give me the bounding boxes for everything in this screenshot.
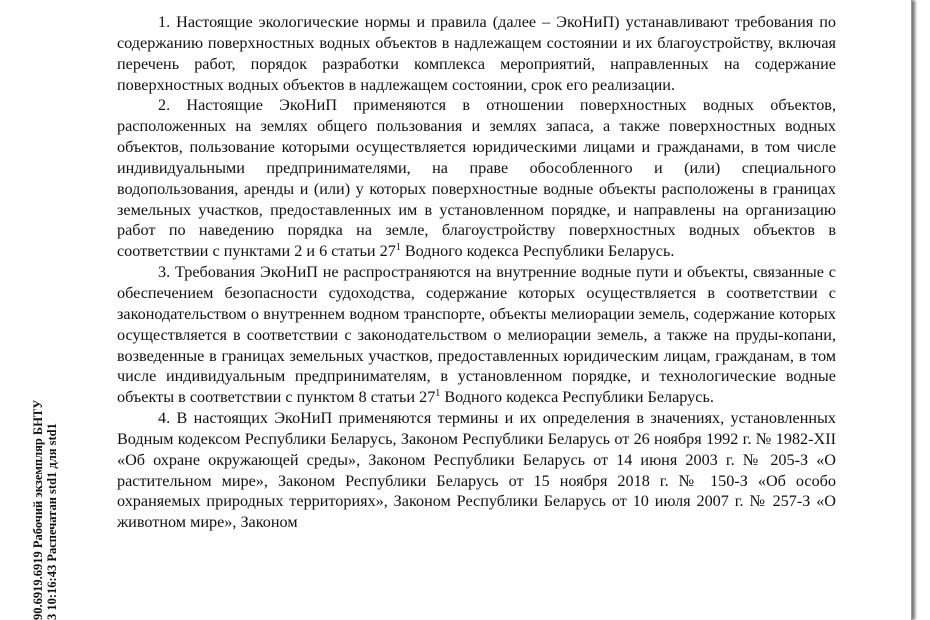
footnote-superscript: 1 [395, 242, 401, 254]
print-stamp-line-2: 3 10:16:43 Распечатан std1 для std1 [45, 423, 59, 620]
footnote-superscript: 1 [435, 388, 441, 400]
paragraph-1-text: 1. Настоящие экологические нормы и правила (далее – ЭкоНиП) устанавливают требования по содержанию поверхностных водных объектов в надлежащем состоянии и их благоустройству, включая перечень работ, порядок разработки комплекса мероприятий, направленных на содержание поверхностных водных объектов в надлежащем состоянии, срок его реализации. [117, 13, 836, 94]
paragraph-3-text: 3. Требования ЭкоНиП не распространяются на внутренние водные пути и объекты, связанные с обеспечением безопасности судоходства, содержание которых осуществляется в соответствии с законодательством о внутреннем водном транспорте, объекты мелиорации земель, содержание которых осуществляется в соответствии с законодательством о мелиорации земель, а также на пруды-копани, возведенные в границах земельных участков, предоставленных юридическим лицам, гражданам, в том числе индивидуальным предпринимателям, в установленном порядке, и технологические водные объекты в соответствии с пунктом 8 статьи 27 [117, 263, 836, 407]
paragraph-3 [117, 262, 836, 408]
document-body [117, 12, 836, 533]
print-stamp [31, 400, 59, 620]
paragraph-4 [117, 408, 836, 533]
paragraph-2-tail: Водного кодекса Республики Беларусь. [400, 242, 675, 261]
paragraph-4-text: 4. В настоящих ЭкоНиП применяются термины и их определения в значениях, установленных Водным кодексом Республики Беларусь, Законом Республики Беларусь от 26 ноября 1992 г. № 1982-XII «Об охране окружающей среды», Законом Республики Беларусь от 14 июня 2003 г. № 205-З «О растительном мире», Законом Республики Беларусь от 15 ноября 2018 г. № 150-З «Об особо охраняемых природных территориях», Законом Республики Беларусь от 10 июля 2007 г. № 257-З «О животном мире», Законом [117, 409, 836, 532]
paragraph-2 [117, 95, 836, 262]
paragraph-1 [117, 12, 836, 95]
paragraph-3-tail: Водного кодекса Республики Беларусь. [440, 388, 714, 407]
paragraph-2-text: 2. Настоящие ЭкоНиП применяются в отношении поверхностных водных объектов, расположенных на землях общего пользования и землях запаса, а также поверхностных водных объектов, пользование которыми осуществляется юридическими лицами и гражданами, в том числе индивидуальными предпринимателями, на праве обособленного и (или) специального водопользования, аренды и (или) у которых поверхностные водные объекты расположены в границах земельных участков, предоставленных им в установленном порядке, и направлены на организацию работ по наведению порядка на земле, благоустройству поверхностных водных объектов в соответствии с пунктами 2 и 6 статьи 27 [117, 96, 836, 261]
print-stamp-line-1: 90.6919.6919 Рабочий экземпляр БНТУ [31, 399, 45, 620]
